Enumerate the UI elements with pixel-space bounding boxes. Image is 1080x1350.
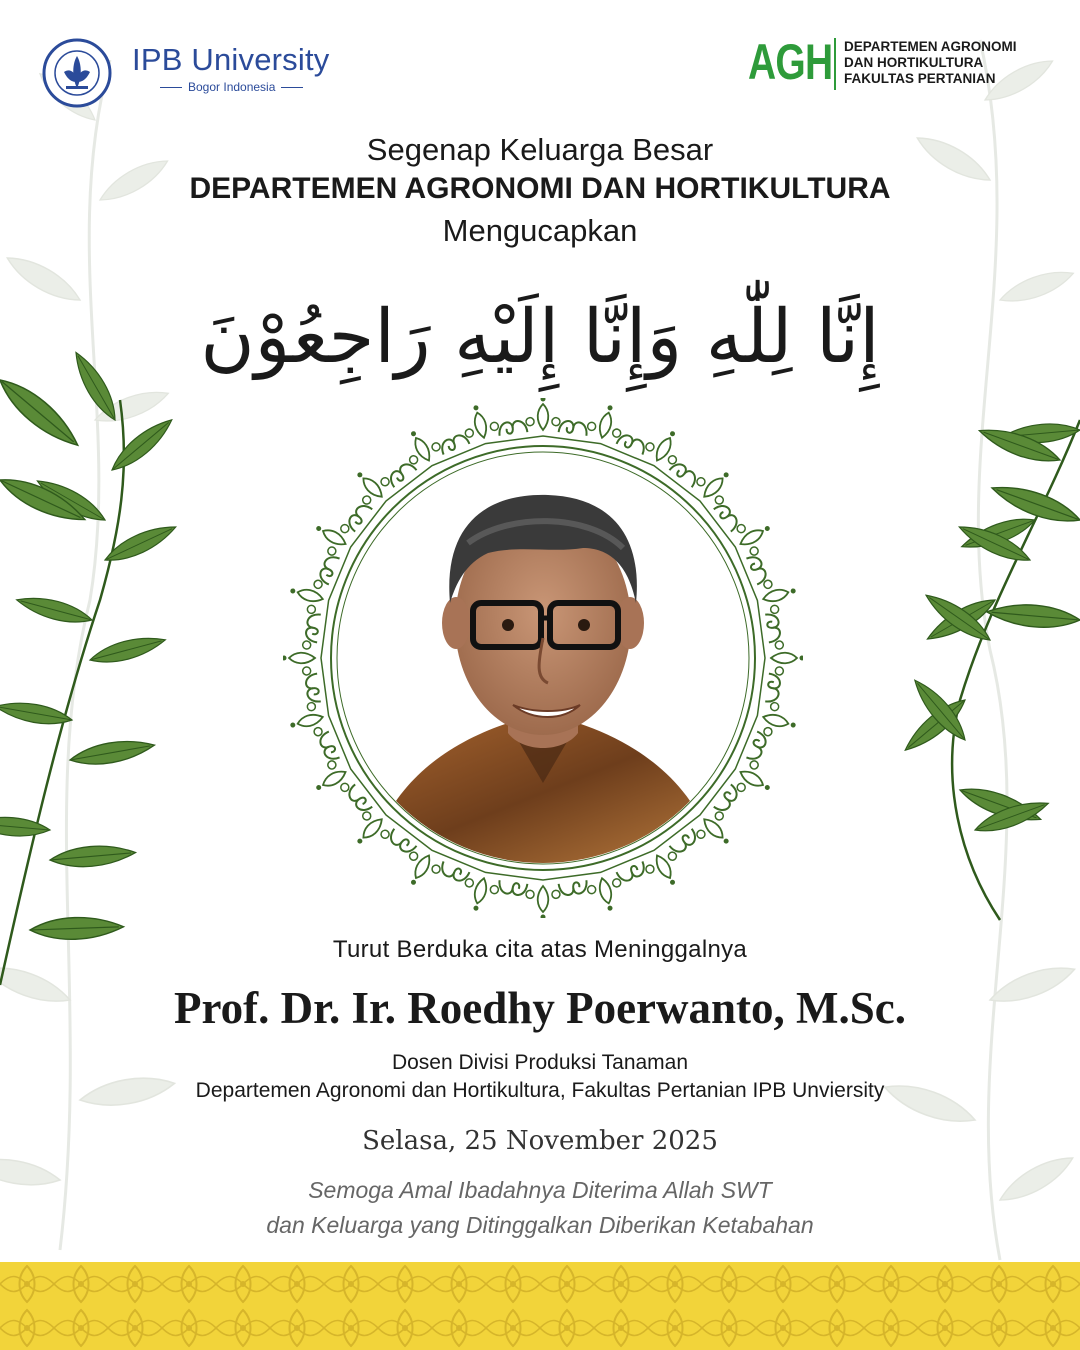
condolence-text: Turut Berduka cita atas Meninggalnya xyxy=(332,936,748,963)
greeting-line-1: Segenap Keluarga Besar xyxy=(366,132,714,167)
arabic-calligraphy: إِنَّا لِلّٰهِ وَإِنَّا إِلَيْهِ رَاجِعُوْنَ xyxy=(200,294,880,380)
prayer-line-2: dan Keluarga yang Ditinggalkan Diberikan Ketabahan xyxy=(266,1212,814,1238)
batik-pattern-band xyxy=(0,1262,1080,1350)
prayer-line-1: Semoga Amal Ibadahnya Diterima Allah SWT xyxy=(308,1177,772,1203)
agh-line-2: DAN HORTIKULTURA xyxy=(844,55,984,70)
agh-line-1: DEPARTEMEN AGRONOMI xyxy=(844,39,1017,54)
agh-department-text xyxy=(844,39,1017,87)
green-vine-left xyxy=(0,348,179,985)
green-vine-right xyxy=(899,420,1080,920)
ipb-university-logo xyxy=(42,38,342,108)
deceased-name: Prof. Dr. Ir. Roedhy Poerwanto, M.Sc. xyxy=(173,983,907,1033)
department-title: DEPARTEMEN AGRONOMI DAN HORTIKULTURA xyxy=(189,172,891,205)
agh-mark: AGH xyxy=(748,34,833,90)
portrait-photo xyxy=(338,453,748,863)
ipb-name: IPB University xyxy=(132,42,330,77)
agh-line-3: FAKULTAS PERTANIAN xyxy=(844,71,996,86)
role-line-2: Departemen Agronomi dan Hortikultura, Fakultas Pertanian IPB Unviersity xyxy=(195,1079,885,1102)
ipb-subtitle: Bogor Indonesia xyxy=(154,80,309,94)
batik-pattern-icon xyxy=(0,1262,1080,1350)
role-line-1: Dosen Divisi Produksi Tanaman xyxy=(391,1051,689,1074)
ipb-seal-icon xyxy=(42,38,112,108)
agh-divider xyxy=(834,38,836,90)
date-text: Selasa, 25 November 2025 xyxy=(362,1126,718,1156)
portrait-icon xyxy=(338,453,748,863)
greeting-line-3: Mengucapkan xyxy=(442,213,638,248)
agh-logo xyxy=(748,36,1048,92)
